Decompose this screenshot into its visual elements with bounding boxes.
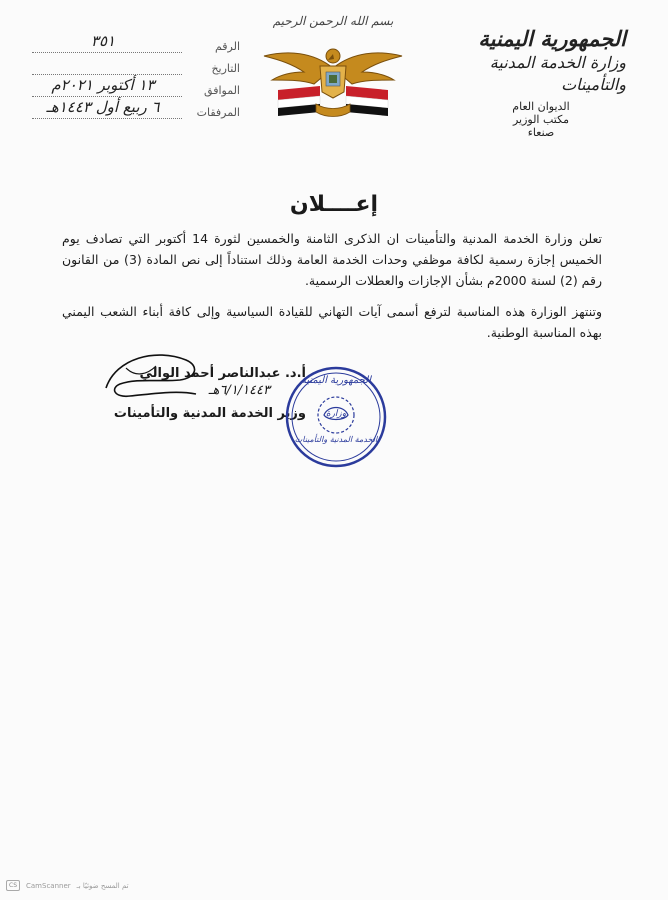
- office-line-1: الديوان العام: [512, 100, 570, 113]
- eagle-emblem-icon: [258, 34, 408, 126]
- announcement-body: [62, 228, 602, 343]
- office-line-2: مكتب الوزير: [512, 113, 570, 126]
- stamp-middle-text: وزارة: [325, 409, 347, 419]
- signatory-name: أ.د. عبدالناصر أحمد الوالي: [139, 366, 306, 381]
- camscanner-icon: CS: [6, 880, 20, 891]
- scanner-watermark: [6, 880, 129, 891]
- signature-date: ٦/١/١٤٤٣هـ: [208, 383, 270, 398]
- ref-date-row: [20, 56, 240, 78]
- scanner-app-name: CamScanner: [26, 881, 71, 890]
- announcement-title: إعــــلان: [289, 192, 379, 217]
- office-line-3: صنعاء: [527, 126, 555, 139]
- ref-attachments-value: ٦ ربيع أول ١٤٤٣هـ: [46, 98, 160, 116]
- signatory-title: وزير الخدمة المدنية والتأمينات: [113, 406, 306, 421]
- ref-number-row: [20, 34, 240, 56]
- national-emblem: [258, 14, 408, 126]
- ministry-header: [456, 26, 626, 139]
- ref-attachments-label: المرفقات: [196, 106, 240, 119]
- ref-number-label: الرقم: [214, 40, 240, 53]
- reference-block: [20, 34, 240, 122]
- announcement-paragraph-2: وتنتهز الوزارة هذه المناسبة لترفع أسمى آيات التهاني للقيادة السياسية وإلى كافة أبناء الشعب اليمني بهذه المناسبة الوطنية.: [62, 304, 602, 340]
- ref-number-value: ٣٥١: [90, 32, 116, 50]
- scanned-with-text: تم المسح ضوئيًا بـ: [76, 881, 129, 890]
- ref-attachments-row: [20, 100, 240, 122]
- stamp-bottom-text: الخدمة المدنية والتأمينات: [294, 435, 378, 444]
- republic-name: الجمهورية اليمنية: [478, 26, 626, 51]
- basmala-text: بسم الله الرحمن الرحيم: [272, 14, 394, 28]
- stamp-top-text: الجمهورية اليمنية: [300, 375, 371, 386]
- ref-date-label: التاريخ: [211, 62, 240, 75]
- announcement-paragraph-1: تعلن وزارة الخدمة المدنية والتأمينات ان الذكرى الثامنة والخمسين لثورة 14 أكتوبر التي تصادف يوم الخميس إجازة رسمية لكافة موظفي وحدات الخدمة العامة وذلك استناداً إلى نص المادة (3) من القانون رقم (2) لسنة 2000م بشأن الإجازات والعطلات الرسمية.: [62, 231, 602, 288]
- signature-block: [76, 366, 306, 421]
- ministry-name: وزارة الخدمة المدنية والتأمينات: [489, 53, 626, 94]
- ref-corresponding-value: ١٣ أكتوبر ٢٠٢١م: [51, 76, 155, 94]
- ref-corresponding-label: الموافق: [204, 84, 240, 97]
- ref-corresponding-row: [20, 78, 240, 100]
